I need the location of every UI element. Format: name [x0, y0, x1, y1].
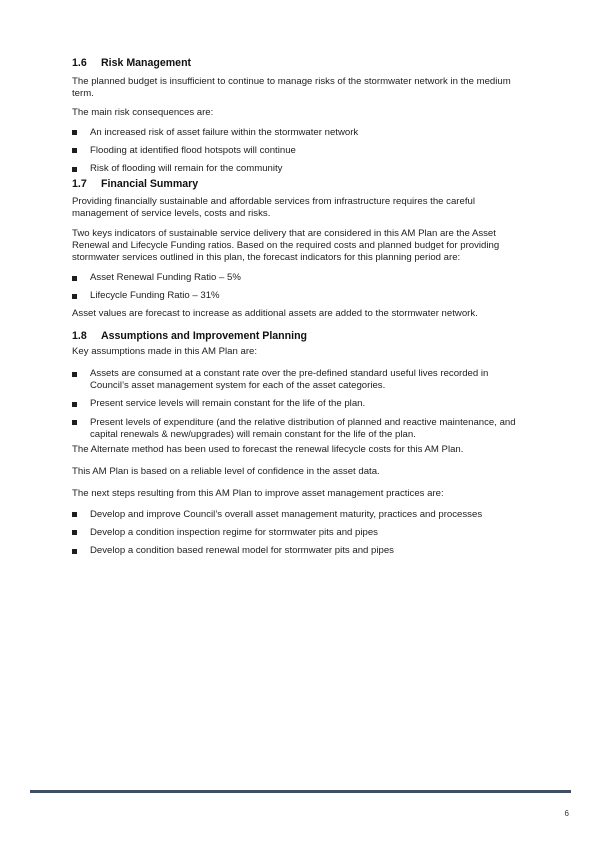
list-item: An increased risk of asset failure within the stormwater network [72, 127, 527, 139]
paragraph: The main risk consequences are: [72, 107, 214, 119]
paragraph: Two keys indicators of sustainable service delivery that are considered in this AM Plan are the Asset Renewal and Lifecycle Funding ratios. Based on the required costs and planned budget for providing stormwater services outlined in this plan, the forecast indicators for this planning period are: [72, 227, 500, 264]
bullet-icon [72, 167, 77, 172]
list-item: Develop a condition based renewal model for stormwater pits and pipes [72, 545, 527, 557]
footer-divider [30, 790, 571, 793]
bullet-icon [72, 294, 77, 299]
section-heading-risk-management [72, 56, 527, 70]
paragraph: The next steps resulting from this AM Plan to improve asset management practices are: [72, 488, 444, 500]
bullet-icon [72, 512, 77, 517]
section-title: Financial Summary [101, 178, 199, 191]
paragraph: The Alternate method has been used to forecast the renewal lifecycle costs for this AM Plan. [72, 444, 464, 456]
list-item: Flooding at identified flood hotspots will continue [72, 145, 527, 157]
section-number: 1.6 [72, 57, 87, 69]
bullet-icon [72, 372, 77, 377]
bullet-list [72, 272, 527, 302]
section-heading-financial-summary [72, 177, 527, 191]
list-item: Asset Renewal Funding Ratio – 5% [72, 272, 527, 284]
list-item: Develop a condition inspection regime for stormwater pits and pipes [72, 527, 527, 539]
bullet-list [72, 368, 527, 441]
bullet-icon [72, 276, 77, 281]
list-item: Risk of flooding will remain for the community [72, 163, 527, 175]
bullet-icon [72, 530, 77, 535]
bullet-icon [72, 148, 77, 153]
page-content [72, 56, 527, 557]
bullet-icon [72, 420, 77, 425]
paragraph: This AM Plan is based on a reliable level of confidence in the asset data. [72, 466, 380, 478]
section-title: Risk Management [101, 57, 192, 69]
section-number: 1.7 [72, 178, 87, 191]
section-title: Assumptions and Improvement Planning [101, 329, 308, 342]
list-item: Lifecycle Funding Ratio – 31% [72, 290, 527, 302]
bullet-list [72, 509, 527, 558]
list-item: Assets are consumed at a constant rate over the pre-defined standard useful lives recorded in Council’s asset management system for each of the asset categories. [72, 368, 527, 392]
list-item: Present levels of expenditure (and the relative distribution of planned and reactive maintenance, and capital renewals & new/upgrades) will remain constant for the life of the plan. [72, 417, 527, 441]
bullet-icon [72, 549, 77, 554]
list-item: Develop and improve Council’s overall asset management maturity, practices and processes [72, 509, 527, 521]
paragraph: Providing financially sustainable and affordable services from infrastructure requires the careful management of service levels, costs and risks. [72, 196, 475, 220]
section-number: 1.8 [72, 329, 87, 342]
bullet-list [72, 127, 527, 176]
bullet-icon [72, 402, 77, 407]
bullet-icon [72, 130, 77, 135]
list-item: Present service levels will remain constant for the life of the plan. [72, 398, 527, 410]
page-number: 6 [564, 809, 569, 818]
paragraph: Asset values are forecast to increase as additional assets are added to the stormwater network. [72, 307, 478, 319]
section-heading-assumptions-improvement [72, 329, 527, 343]
paragraph: The planned budget is insufficient to continue to manage risks of the stormwater network in the medium term. [72, 76, 511, 100]
paragraph: Key assumptions made in this AM Plan are: [72, 345, 258, 357]
